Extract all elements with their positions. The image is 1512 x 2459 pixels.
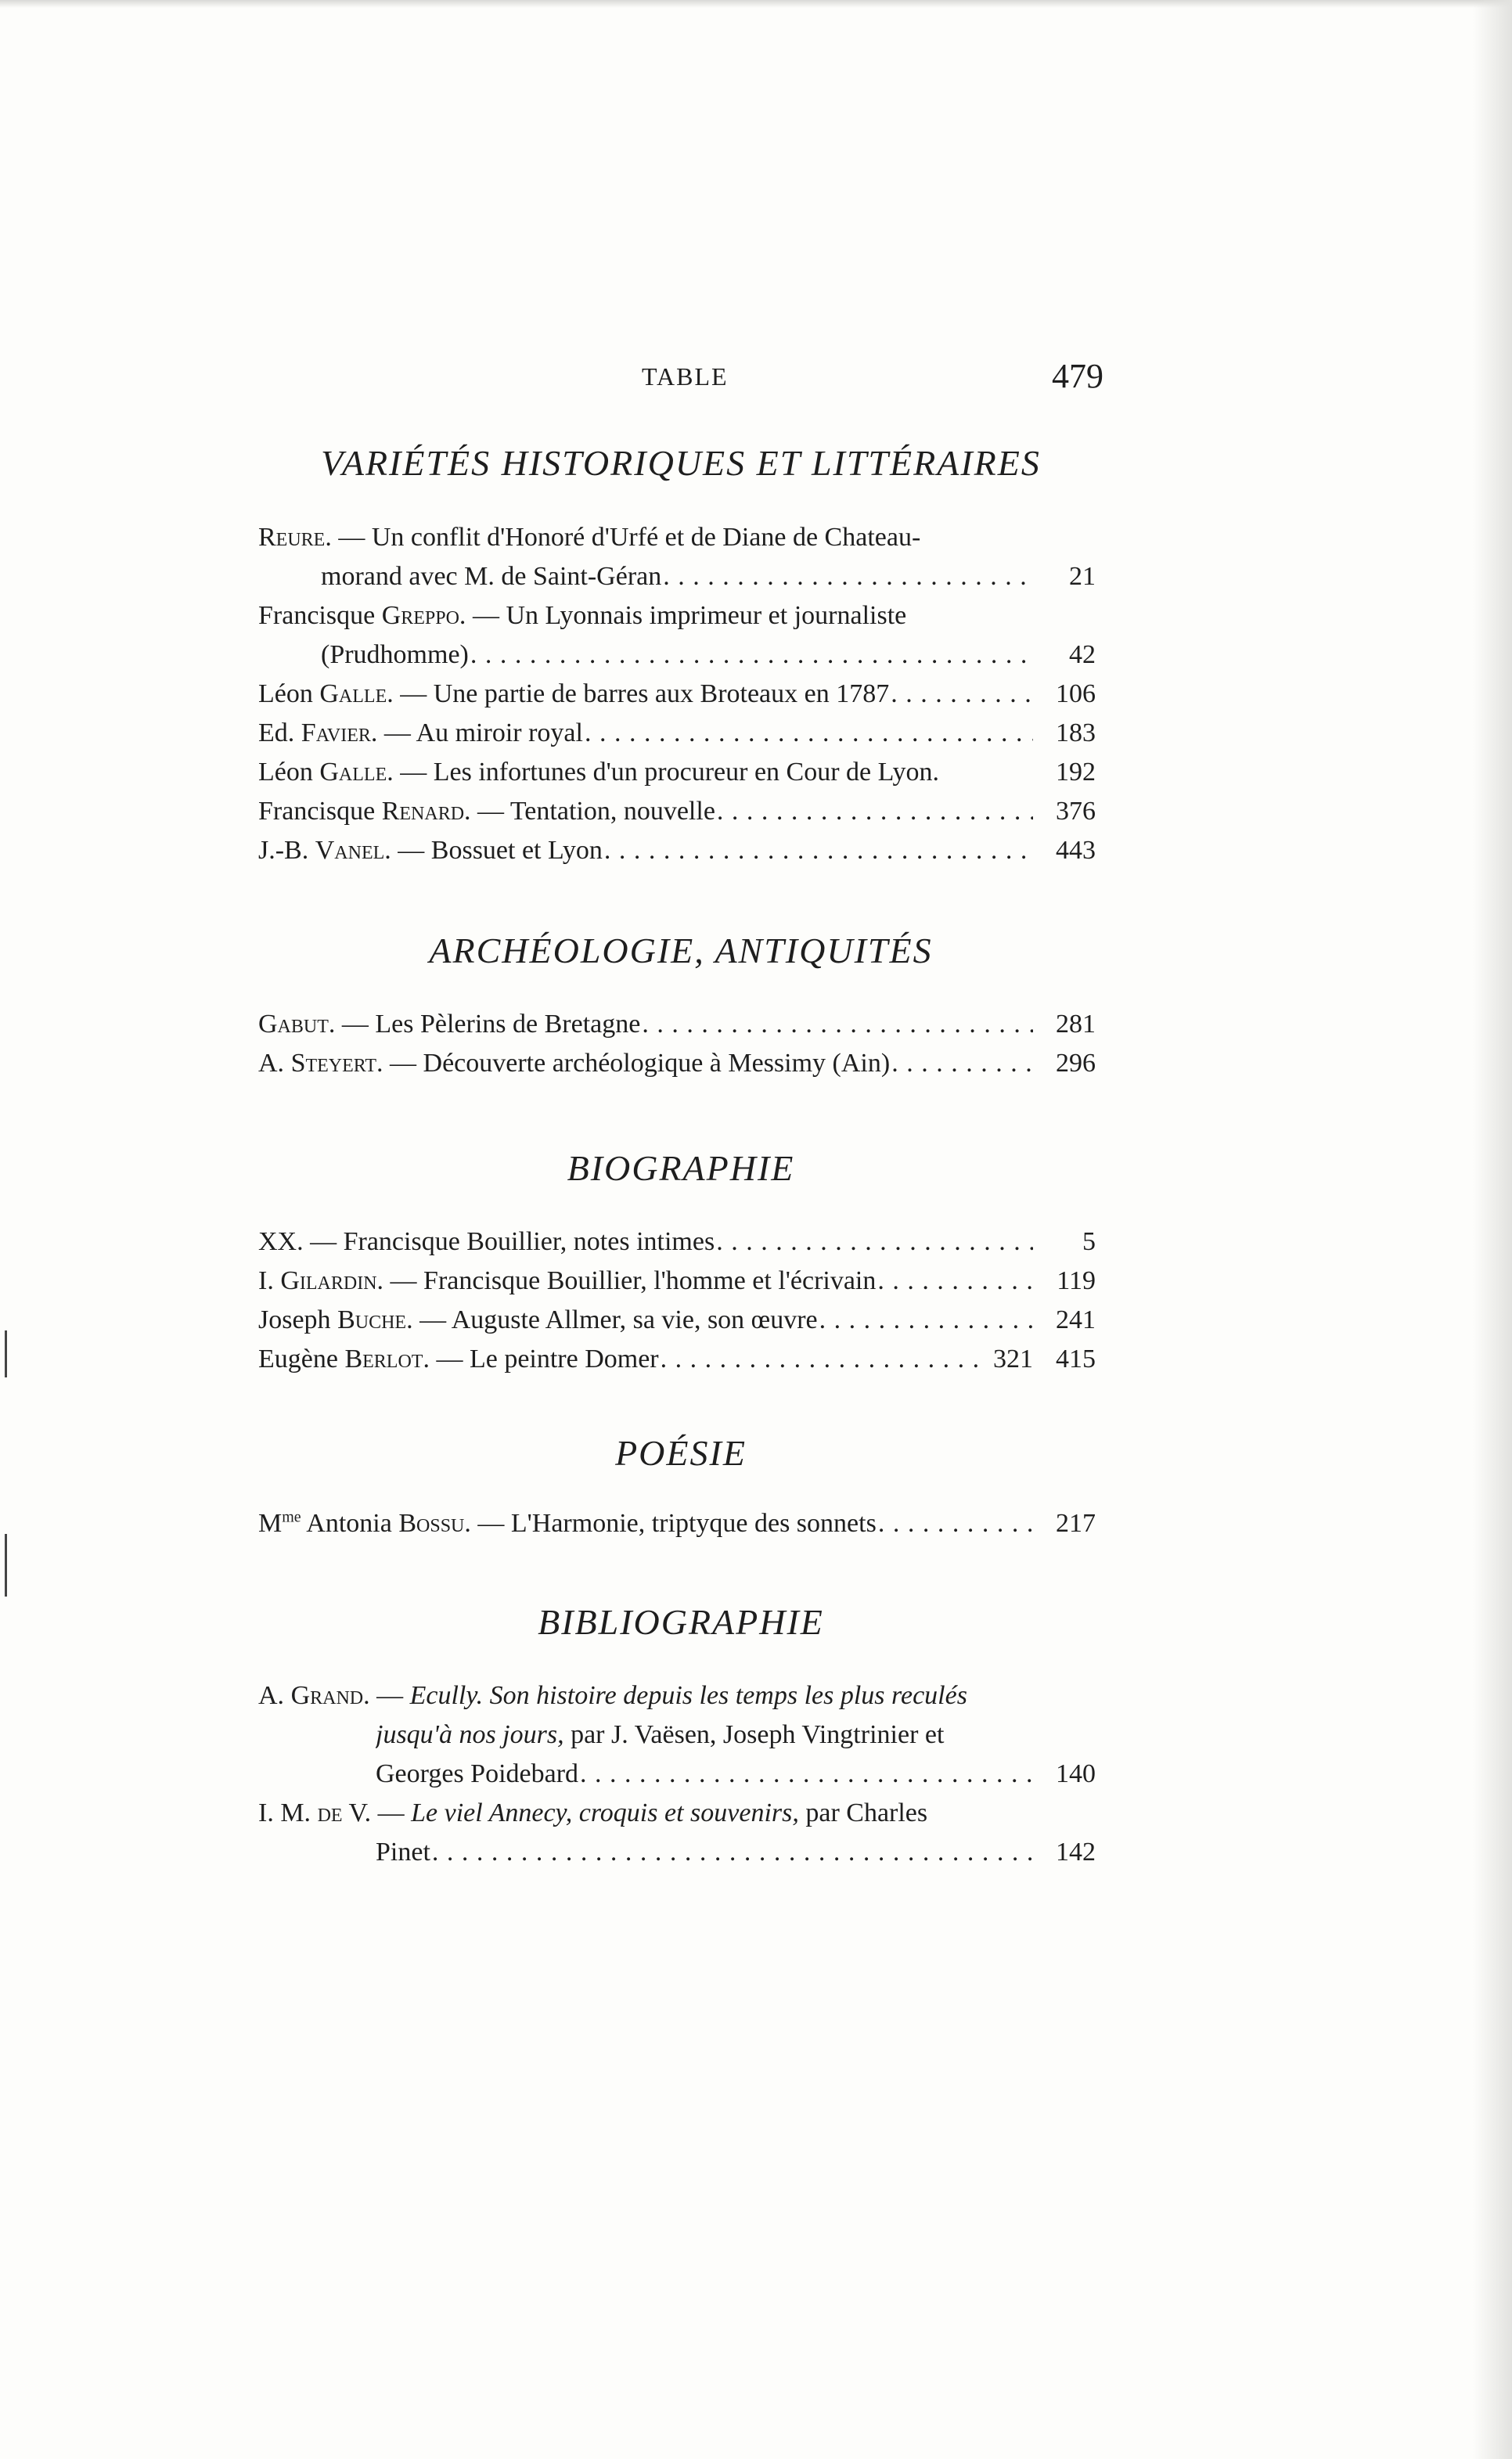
entry-author: Greppo. (381, 601, 466, 630)
entry-title: — Bossuet et Lyon (391, 836, 603, 865)
dot-leader (470, 640, 1033, 670)
entry-title: — Un Lyonnais imprimeur et journaliste (466, 601, 907, 630)
entry-page: 443 (1056, 836, 1096, 865)
entry-title: — Une partie de barres aux Broteaux en 1787 (393, 679, 890, 708)
dot-leader (891, 1049, 1033, 1078)
entry-page: 106 (1056, 679, 1096, 708)
dot-leader (661, 1345, 985, 1374)
entry-title-rest: par Charles (798, 1798, 928, 1827)
entry-page: 296 (1056, 1049, 1096, 1078)
entry-title: — Un conflit d'Honoré d'Urfé et de Diane de Chateau- (331, 523, 921, 552)
dot-leader (642, 1010, 1033, 1039)
entry-title-rest: par J. Vaësen, Joseph Vingtrinier et (563, 1720, 945, 1749)
entry-title: — Au miroir royal (377, 718, 583, 747)
page-scan-edge-right (1473, 0, 1512, 2459)
entry-page: 119 (1057, 1266, 1096, 1295)
dot-leader (878, 1509, 1033, 1539)
entry-author-first: Joseph (258, 1305, 338, 1334)
page-header (258, 356, 1103, 411)
running-title: TABLE (642, 362, 729, 391)
entry-title: — Découverte archéologique à Messimy (Ain) (383, 1049, 891, 1078)
entry-author: Renard. (381, 797, 471, 826)
section-title-biographie: BIOGRAPHIE (567, 1148, 795, 1188)
entry-author: Galle. (319, 758, 394, 787)
entry-author: Gilardin. (280, 1266, 384, 1295)
dot-leader (891, 679, 1033, 709)
entry-title: Ecully. Son histoire depuis les temps les plus reculés (409, 1681, 967, 1710)
section-title-archeologie: ARCHÉOLOGIE, ANTIQUITÉS (429, 931, 933, 970)
section-title-poesie: POÉSIE (615, 1433, 747, 1473)
dot-leader (604, 836, 1033, 866)
entry-author: Berlot. (344, 1345, 430, 1374)
entry-title-cont: morand avec M. de Saint-Géran (321, 562, 662, 591)
entry-dash: — (369, 1681, 410, 1710)
entry-prefix: M (258, 1509, 283, 1538)
entry-author: Gabut. (258, 1010, 336, 1039)
entry-author-first: I. M. (258, 1798, 318, 1827)
entry-title-cont: jusqu'à nos jours, (376, 1720, 564, 1749)
entry-author: Reure. (258, 523, 332, 552)
entry-page: 21 (1069, 562, 1096, 591)
entry-page: 183 (1056, 718, 1096, 747)
entry-mid-page: 321 (993, 1345, 1033, 1374)
dot-leader (819, 1305, 1033, 1335)
entry-title: Le viel Annecy, croquis et souvenirs, (411, 1798, 799, 1827)
entry-author: Grand. (290, 1681, 370, 1710)
entry-page: 192 (1056, 758, 1096, 787)
entry-author: de V. (317, 1798, 372, 1827)
entry-author-first: Francisque (258, 601, 382, 630)
scan-mark (5, 1330, 7, 1377)
entry-page: 5 (1082, 1227, 1096, 1256)
entry-title-cont: Pinet (376, 1838, 430, 1867)
entry-author: XX. (258, 1227, 304, 1256)
entry-page: 142 (1056, 1838, 1096, 1867)
section-title-varietes: VARIÉTÉS HISTORIQUES ET LITTÉRAIRES (321, 443, 1041, 483)
entry-title: — L'Harmonie, triptyque des sonnets (470, 1509, 877, 1538)
entry-prefix-sup: me (282, 1509, 301, 1526)
entry-page: 217 (1056, 1509, 1096, 1538)
entry-author-first: Eugène (258, 1345, 345, 1374)
entry-author-first: Francisque (258, 797, 382, 826)
dot-leader (717, 797, 1033, 826)
dot-leader (716, 1227, 1033, 1257)
entry-title: — Les Pèlerins de Bretagne (335, 1010, 641, 1039)
entry-dash: — (371, 1798, 412, 1827)
entry-author: Vanel. (315, 836, 391, 865)
entry-title: — Tentation, nouvelle (470, 797, 715, 826)
entry-page: 281 (1056, 1010, 1096, 1039)
page-scan-edge-top (0, 0, 1512, 8)
entry-page: 140 (1056, 1759, 1096, 1788)
entry-page: 415 (1056, 1345, 1096, 1374)
entry-author: Buche. (337, 1305, 413, 1334)
dot-leader (585, 718, 1033, 748)
entry-title: — Les infortunes d'un procureur en Cour de Lyon. (393, 758, 940, 787)
entry-page: 376 (1056, 797, 1096, 826)
entry-author-first: Ed. (258, 718, 301, 747)
entry-title-cont: Georges Poidebard (376, 1759, 579, 1788)
entry-author-first: Léon (258, 758, 320, 787)
entry-page: 241 (1056, 1305, 1096, 1334)
entry-title: — Auguste Allmer, sa vie, son œuvre (412, 1305, 818, 1334)
entry-title: — Francisque Bouillier, notes intimes (303, 1227, 715, 1256)
page-number: 479 (1052, 357, 1103, 395)
entry-title: — Le peintre Domer (429, 1345, 659, 1374)
entry-author-first: A. (258, 1049, 291, 1078)
entry-author: Bossu. (398, 1509, 471, 1538)
entry-title: — Francisque Bouillier, l'homme et l'écrivain (383, 1266, 877, 1295)
entry-author: Galle. (319, 679, 394, 708)
entry-author-first: A. (258, 1681, 291, 1710)
dot-leader (432, 1838, 1033, 1867)
entry-author-first: I. (258, 1266, 281, 1295)
dot-leader (580, 1759, 1033, 1789)
entry-title-cont: (Prudhomme) (321, 640, 469, 669)
scan-mark (5, 1534, 7, 1597)
entry-page: 42 (1069, 640, 1096, 669)
entry-author-first: Antonia (301, 1509, 399, 1538)
dot-leader (663, 562, 1033, 592)
entry-author: Favier. (301, 718, 378, 747)
entry-author-first: Léon (258, 679, 320, 708)
entry-author-first: J.-B. (258, 836, 315, 865)
entry-author: Steyert. (290, 1049, 383, 1078)
section-title-bibliographie: BIBLIOGRAPHIE (538, 1602, 824, 1642)
dot-leader (877, 1266, 1033, 1296)
